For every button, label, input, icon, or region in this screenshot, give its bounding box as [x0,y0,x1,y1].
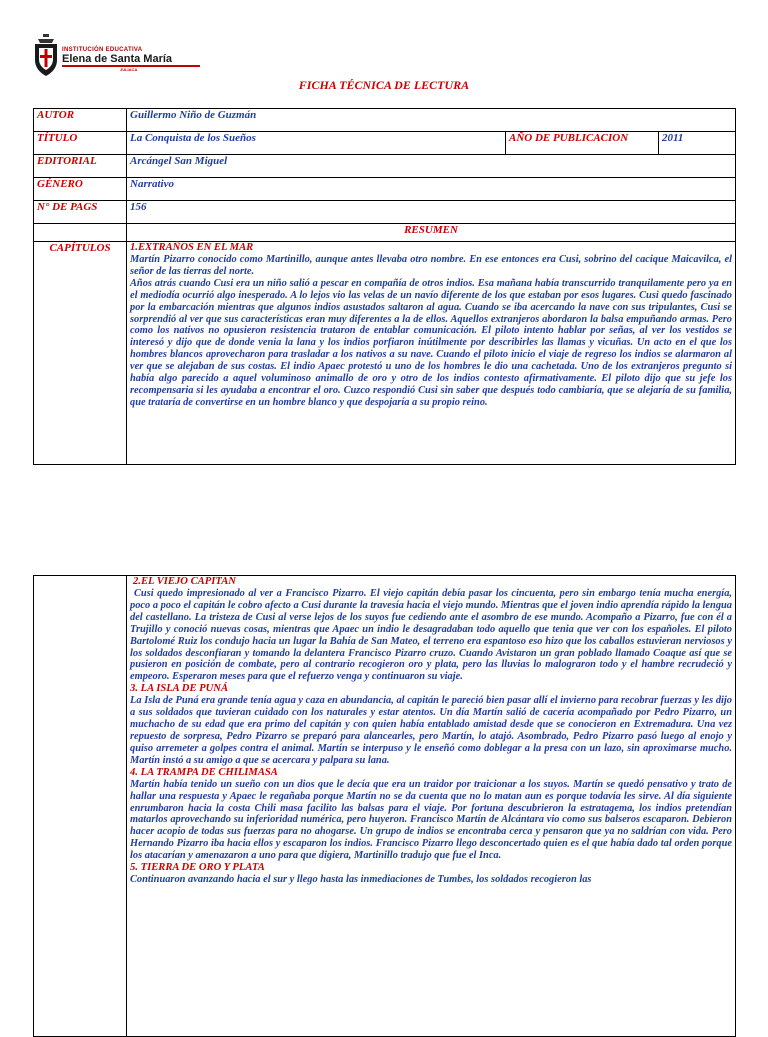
year-value: 2011 [659,132,736,155]
genre-label: GÉNERO [34,178,127,201]
logo-school-name: Elena de Santa María [62,53,173,65]
table-row [34,132,736,155]
chapter-heading: 2.EL VIEJO CAPITAN [133,576,236,587]
chapter-heading: 4. LA TRAMPA DE CHILIMASA [130,766,278,778]
genre-value: Narrativo [127,178,736,201]
reading-info-table [33,108,736,465]
table-row [34,201,736,224]
empty-cell [34,224,127,242]
publisher-label: EDITORIAL [34,155,127,178]
title-label: TÍTULO [34,132,127,155]
chapter-heading: 1.EXTRAÑOS EN EL MAR [130,242,254,253]
year-label: AÑO DE PUBLICACION [506,132,659,155]
title-value: La Conquista de los Sueños [127,132,506,155]
school-crest-icon [32,34,60,78]
chapter-cell [127,576,736,1037]
chapters-label: CAPÍTULOS [34,242,127,465]
chapter-paragraph: Cusi quedo impresionado al ver a Francisco Pizarro. El viejo capitán debía pasar los cincuenta, pero sin embargo tenía mucha energía, poco a poco el capitán le cobro afecto a Cusi durante la travesía hacia el viejo mundo. Mientras que el joven indio aprendía rápido la lengua del castellano. La tristeza de Cusi al verse lejos de los suyos fue cediendo ante el asombro de ese mundo. Acompaño a Pizarro, fue con él a Trujillo y conoció nuevas cosas, mientras que Apaec un indio le desagradaban todo aquello que tenia que ver con los españoles. El piloto Bartolomé Ruiz los condujo hacia un lugar la Bahía de San Mateo, el terreno era espantoso eso hizo que los caballos estuvieran nerviosos y los soldados desconfiaran y tomando la delantera Francisco Pizarro cruzo. Cuando Avistaron un gran poblado llamado Coaque así que se pusieron en posición de combate, pero al contrario recogieron oro y plata, pero las lluvias lo malograron todo y el hambre recrudeció y empeoro. Esperaron meses para que el refuerzo venga y continuaron su viaje. [130,588,732,683]
table-row [34,224,736,242]
chapter-heading: 3. LA ISLA DE PUNÁ [130,683,229,695]
chapter-paragraph: Continuaron avanzando hacia el sur y llego hasta las inmediaciones de Tumbes, los soldados recogieron las [130,874,592,886]
publisher-value: Arcángel San Miguel [127,155,736,178]
table-row [34,242,736,465]
chapters-continued-table [33,575,736,1037]
chapter-cell [127,242,736,465]
school-logo [32,34,207,80]
table-row [34,109,736,132]
table-row [34,178,736,201]
pages-value: 156 [127,201,736,224]
logo-institution-label: INSTITUCIÓN EDUCATIVA [62,47,143,53]
pages-label: N° DE PAGS [34,201,127,224]
table-row [34,155,736,178]
chapter-paragraph: Años atrás cuando Cusi era un niño salió a pescar en compañía de otros indios. Esa mañana había transcurrido tranquilamente pero ya en el mediodía ocurrió algo inesperado. A lo lejos vio las velas de un navío diferente de los que estaban por esos lugares. Cusi quedo fascinado por la embarcación mientras que algunos indios asustados saltaron al agua. Cuando se iba acercando la nave con sus tripulantes, Cusi se sorprendió al ver que sus características eran muy diferentes a la de ellos. Aquellos extranjeros abordaron la balsa empuñando armas. Pero como los nativos no opusieron resistencia trataron de entablar comunicación. El piloto intento hablar por señas, al ver los vestidos se interesó y dijo que de donde venia la lana y los indios porfiaron inútilmente por describirles las llamas y vicuñas. Un acto en el que los hombres blancos aprovecharon para trasladar a los nativos a su nave. Cuando el piloto inicio el viaje de regreso los indios se alarmaron al ver que se alejaban de sus costas. El indio Apaec protestó u uno de los hombres le dio una cachetada. Uno de los extranjeros pregunto si había algo parecido a aquel voluminoso animallo de oro y otro de los indios contesto afirmativamente. El piloto dijo que su jefe los recompensaria si les ayudaba a encontrar el oro. Cuzco respondió Cusi sin saber que después todo cambiaría, que se alejaría de su familia, que trataría de convertirse en un hombre blanco y que despojaría a su propio reino. [130,277,732,408]
author-value: Guillermo Niño de Guzmán [127,109,736,132]
empty-cell [34,576,127,1037]
chapter-heading: 5. TIERRA DE ORO Y PLATA [130,862,265,874]
author-label: AUTOR [34,109,127,132]
table-row [34,576,736,1037]
chapter-paragraph: Martín había tenido un sueño con un dios que le decía que era un traidor por traicionar a los suyos. Martín se quedó pensativo y trato de hallar una respuesta y Apaec le regañaba porque Martín no se da cuenta que no lo matan aun es porque todavía les sirve. Al día siguiente enrumbaron hacia la costa Chili masa facilito las balsas para el viaje. Por fortuna descubrieron la estratagema, los indios pretendían matarlos aprovechando su inferioridad numérica, pero huyeron. Francisco Martín de Alcántara vio como sus balseros escaparon. Debieron hacer acopio de todas sus fuerzas para no ahogarse. Un grupo de indios se encontraba cerca y pensaron que ya no saldrían con vida. Pero Hernando Pizarro iba hacia ellos y escaparon los indios. Francisco Pizarro llego desconcertado quien es el que había dado tal orden porque los atacarían y amenazaron a uno para que digiera, Martinillo tradujo que fue el Inca. [130,778,732,862]
summary-label: RESUMEN [127,224,736,242]
chapter-paragraph: Martín Pizarro conocido como Martinillo, aunque antes llevaba otro nombre. En ese entonces era Cusi, sobrino del cacique Maicavilca, el señor de las tierras del norte. [130,254,732,277]
chapter-paragraph: La Isla de Puná era grande tenía agua y caza en abundancia, al capitán le pareció bien pasar allí el invierno para recobrar fuerzas y les dijo a sus soldados que tuvieran cuidado con los naturales y estar atentos. Un día Martín salió de cacería acompañado por Pedro Pizarro, un muchacho de su edad que era primo del capitán y con quien había entablado amistad desde que se conocieron en Extremadura. Una vez repuesto de sorpresa, Pedro Pizarro se preparó para alancearles, pero Martín, lo atajó. Asombrado, Pedro Pizarro pasó luego al enojo y quiso arremeter a golpes contra el animal. Martín se interpuso y le enseñó como doblegar a la presa con un lazo, sin aproximarse mucho. Martín instó a su amigo a que se acercara y palpara su lana. [130,695,732,766]
document-title: FICHA TÉCNICA DE LECTURA [298,78,470,92]
logo-city: JULIACA [120,67,138,72]
